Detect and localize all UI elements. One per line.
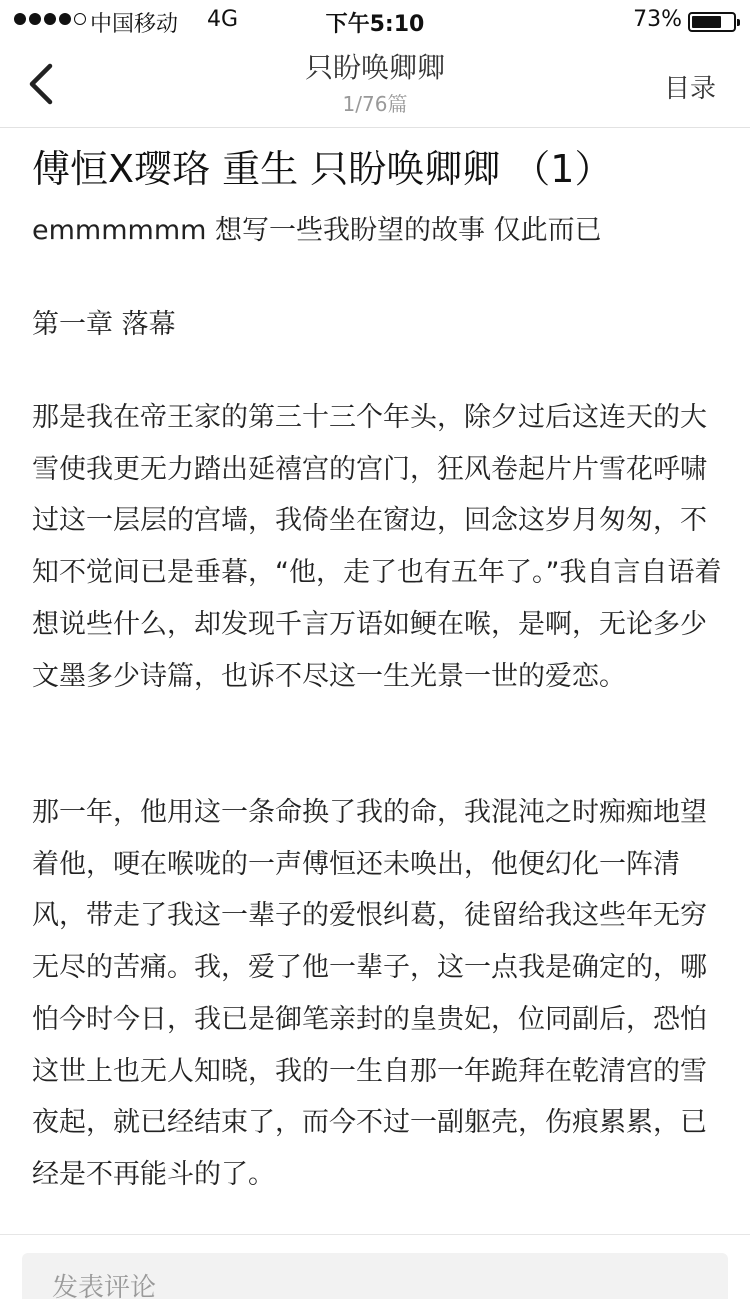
table-of-contents-button[interactable]: 目录 — [663, 74, 716, 104]
article-intro: emmmmmm 想写一些我盼望的故事 仅此而已 — [32, 215, 602, 246]
book-title: 只盼唤卿卿 — [304, 51, 445, 84]
article-paragraph: 那是我在帝王家的第三十三个年头，除夕过后这连天的大雪使我更无力踏出延禧宫的宫门，狂风卷起片片雪花呼啸过这一层层的宫墙，我倚坐在窗边，回念这岁月匆匆，不知不觉间已是垂暮，“他，走了也有五年了。”我自言自语着想说些什么，却发现千言万语如鲠在喉，是啊，无论多少文墨多少诗篇，也诉不尽这一生光景一世的爱恋。 — [32, 402, 722, 692]
carrier-name: 中国移动 — [90, 12, 179, 37]
comment-bar — [0, 1234, 750, 1299]
article-title: 傅恒X璎珞 重生 只盼唤卿卿 （1） — [32, 147, 613, 191]
comment-input[interactable] — [22, 1253, 728, 1299]
status-time: 下午5:10 — [325, 12, 425, 37]
chapter-counter: 1/76篇 — [342, 92, 408, 116]
network-type: 4G — [207, 7, 239, 32]
battery-percent: 73% — [633, 7, 682, 32]
battery-icon — [688, 12, 736, 32]
status-bar — [0, 0, 750, 40]
article-paragraph: 那一年，他用这一条命换了我的命，我混沌之时痴痴地望着他，哽在喉咙的一声傅恒还未唤出，他便幻化一阵清风，带走了我这一辈子的爱恨纠葛，徒留给我这些年无穷无尽的苦痛。我，爱了他一辈子，这一点我是确定的，哪怕今时今日，我已是御笔亲封的皇贵妃，位同副后，恐怕这世上也无人知晓，我的一生自那一年跪拜在乾清宫的雪夜起，就已经结束了，而今不过一副躯壳，伤痕累累，已经是不再能斗的了。 — [32, 797, 707, 1190]
comment-placeholder: 发表评论 — [52, 1273, 157, 1299]
nav-bar — [0, 40, 750, 128]
chapter-heading: 第一章 落幕 — [32, 309, 176, 340]
